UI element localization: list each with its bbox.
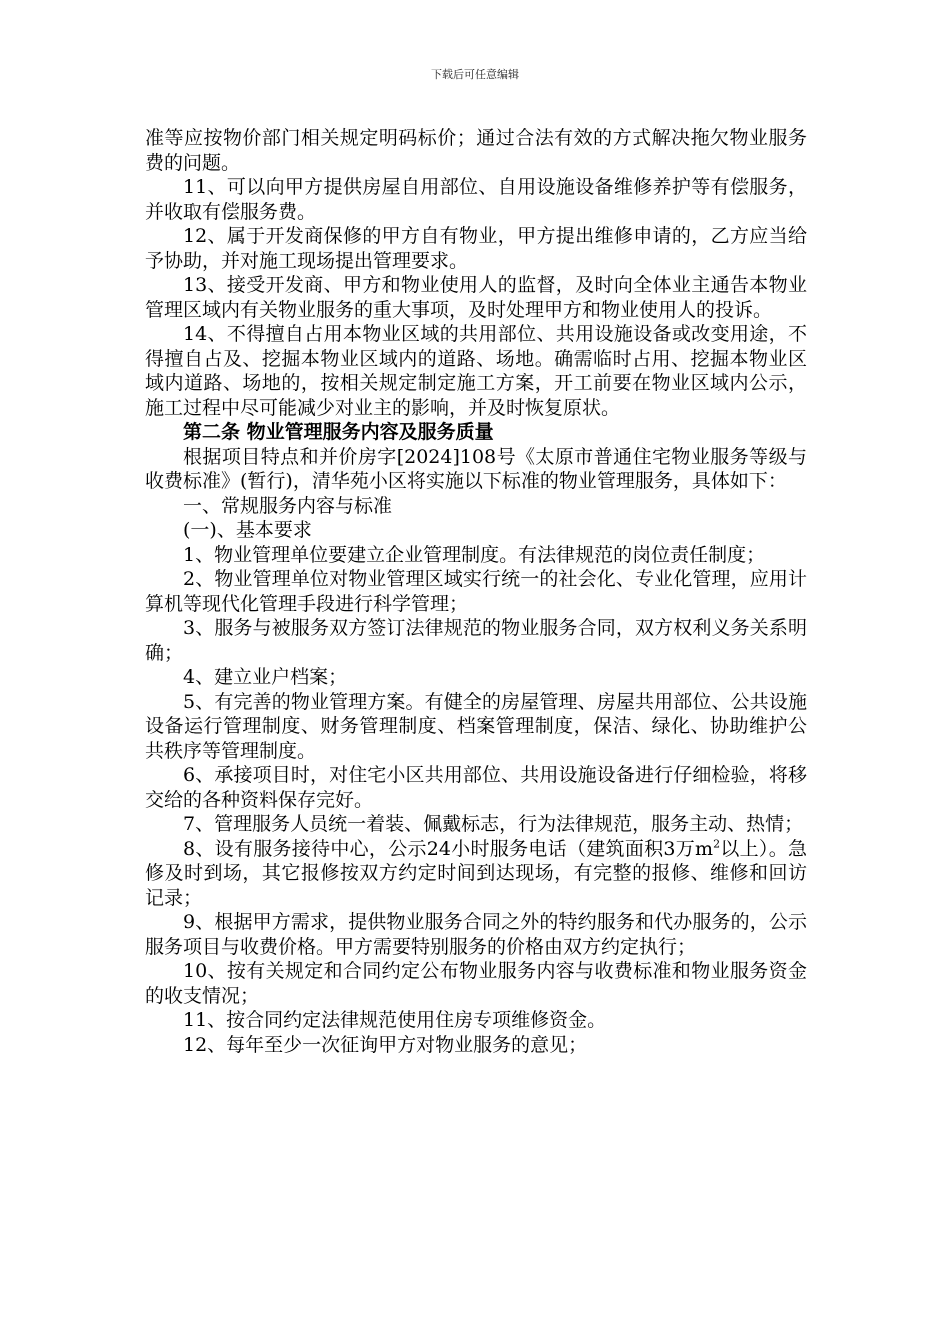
paragraph: 1、物业管理单位要建立企业管理制度。有法律规范的岗位责任制度； bbox=[183, 543, 766, 566]
paragraph: 13、接受开发商、甲方和物业使用人的监督，及时向全体业主通告本物业管理区域内有关物业服务的重大事项，及时处理甲方和物业使用人的投诉。 bbox=[145, 274, 807, 321]
superscript: 2 bbox=[713, 837, 721, 851]
paragraph: 5、有完善的物业管理方案。有健全的房屋管理、房屋共用部位、公共设施设备运行管理制度、财务管理制度、档案管理制度，保洁、绿化、协助维护公共秩序等管理制度。 bbox=[145, 690, 807, 762]
paragraph bbox=[145, 837, 807, 911]
paragraph: 2、物业管理单位对物业管理区域实行统一的社会化、专业化管理，应用计算机等现代化管理手段进行科学管理； bbox=[145, 568, 807, 615]
page-header: 下载后可任意编辑 bbox=[431, 68, 519, 81]
paragraph: 10、按有关规定和合同约定公布物业服务内容与收费标准和物业服务资金的收支情况； bbox=[145, 960, 807, 1007]
document-body bbox=[145, 126, 807, 1057]
paragraph: 3、服务与被服务双方签订法律规范的物业服务合同，双方权利义务关系明确； bbox=[145, 617, 807, 664]
paragraph: 4、建立业户档案； bbox=[183, 666, 348, 688]
paragraph: 12、属于开发商保修的甲方自有物业，甲方提出维修申请的，乙方应当给予协助，并对施工现场提出管理要求。 bbox=[145, 225, 807, 272]
paragraph-text: 以上）。急修及时到场，其它报修按双方约定时间到达现场，有完整的报修、维修和回访记录； bbox=[145, 837, 807, 909]
paragraph: 根据项目特点和并价房字[2024]108号《太原市普通住宅物业服务等级与收费标准》(暂行)，清华苑小区将实施以下标准的物业管理服务，具体如下： bbox=[145, 445, 807, 492]
paragraph: 12、每年至少一次征询甲方对物业服务的意见； bbox=[183, 1033, 588, 1056]
paragraph: 11、可以向甲方提供房屋自用部位、自用设施设备维修养护等有偿服务，并收取有偿服务费。 bbox=[145, 176, 807, 223]
paragraph-text: 8、设有服务接待中心，公示24小时服务电话（建筑面积3万m bbox=[183, 837, 714, 860]
paragraph: 11、按合同约定法律规范使用住房专项维修资金。 bbox=[183, 1009, 607, 1031]
paragraph: 7、管理服务人员统一着装、佩戴标志，行为法律规范，服务主动、热情； bbox=[183, 813, 804, 835]
paragraph: 14、不得擅自占用本物业区域的共用部位、共用设施设备或改变用途，不得擅自占及、挖掘本物业区域内的道路、场地。确需临时占用、挖掘本物业区域内道路、场地的，按相关规定制定施工方案，开工前要在物业区域内公示，施工过程中尽可能减少对业主的影响，并及时恢复原状。 bbox=[145, 323, 807, 419]
paragraph: (一)、基本要求 bbox=[183, 519, 312, 541]
paragraph: 一、常规服务内容与标准 bbox=[183, 494, 393, 517]
paragraph: 准等应按物价部门相关规定明码标价；通过合法有效的方式解决拖欠物业服务费的问题。 bbox=[145, 127, 807, 174]
section-heading: 第二条 物业管理服务内容及服务质量 bbox=[183, 421, 494, 443]
paragraph: 9、根据甲方需求，提供物业服务合同之外的特约服务和代办服务的，公示服务项目与收费价格。甲方需要特别服务的价格由双方约定执行； bbox=[145, 911, 807, 958]
paragraph: 6、承接项目时，对住宅小区共用部位、共用设施设备进行仔细检验，将移交给的各种资料保存完好。 bbox=[145, 764, 807, 811]
